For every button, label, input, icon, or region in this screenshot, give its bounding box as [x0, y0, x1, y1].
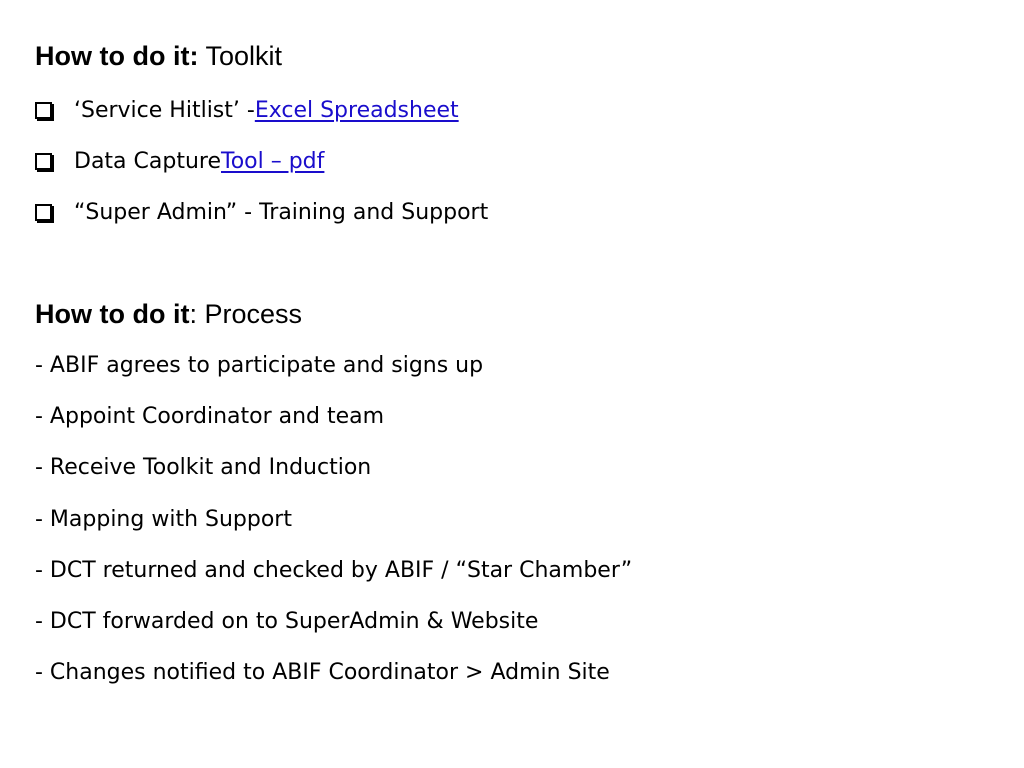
process-heading — [35, 298, 302, 330]
checkbox-bullet-icon — [35, 204, 52, 221]
process-step: - Mapping with Support — [35, 507, 292, 532]
tool-pdf-link[interactable]: Tool – pdf — [221, 148, 325, 174]
process-step: - ABIF agrees to participate and signs up — [35, 353, 484, 378]
process-heading-rest: : Process — [189, 299, 303, 329]
process-step: - DCT forwarded on to SuperAdmin & Website — [35, 609, 539, 634]
checkbox-bullet-icon — [35, 153, 52, 170]
toolkit-item-data-capture — [35, 146, 324, 176]
process-step: - Changes notified to ABIF Coordinator > Admin Site — [35, 660, 610, 685]
toolkit-heading-rest: Toolkit — [198, 41, 282, 71]
process-step: - Receive Toolkit and Induction — [35, 455, 372, 480]
toolkit-item-text: ‘Service Hitlist’ - — [74, 97, 255, 123]
toolkit-item-text: “Super Admin” - Training and Support — [74, 199, 489, 225]
process-step: - DCT returned and checked by ABIF / “Star Chamber” — [35, 558, 633, 583]
toolkit-item-service-hitlist — [35, 95, 459, 125]
checkbox-bullet-icon — [35, 102, 52, 119]
toolkit-item-super-admin — [35, 197, 488, 227]
toolkit-heading — [35, 40, 282, 72]
toolkit-heading-bold: How to do it: — [35, 41, 199, 71]
excel-spreadsheet-link[interactable]: Excel Spreadsheet — [254, 97, 459, 123]
process-heading-bold: How to do it — [35, 299, 190, 329]
toolkit-item-text: Data Capture — [74, 148, 221, 174]
process-step: - Appoint Coordinator and team — [35, 404, 385, 429]
